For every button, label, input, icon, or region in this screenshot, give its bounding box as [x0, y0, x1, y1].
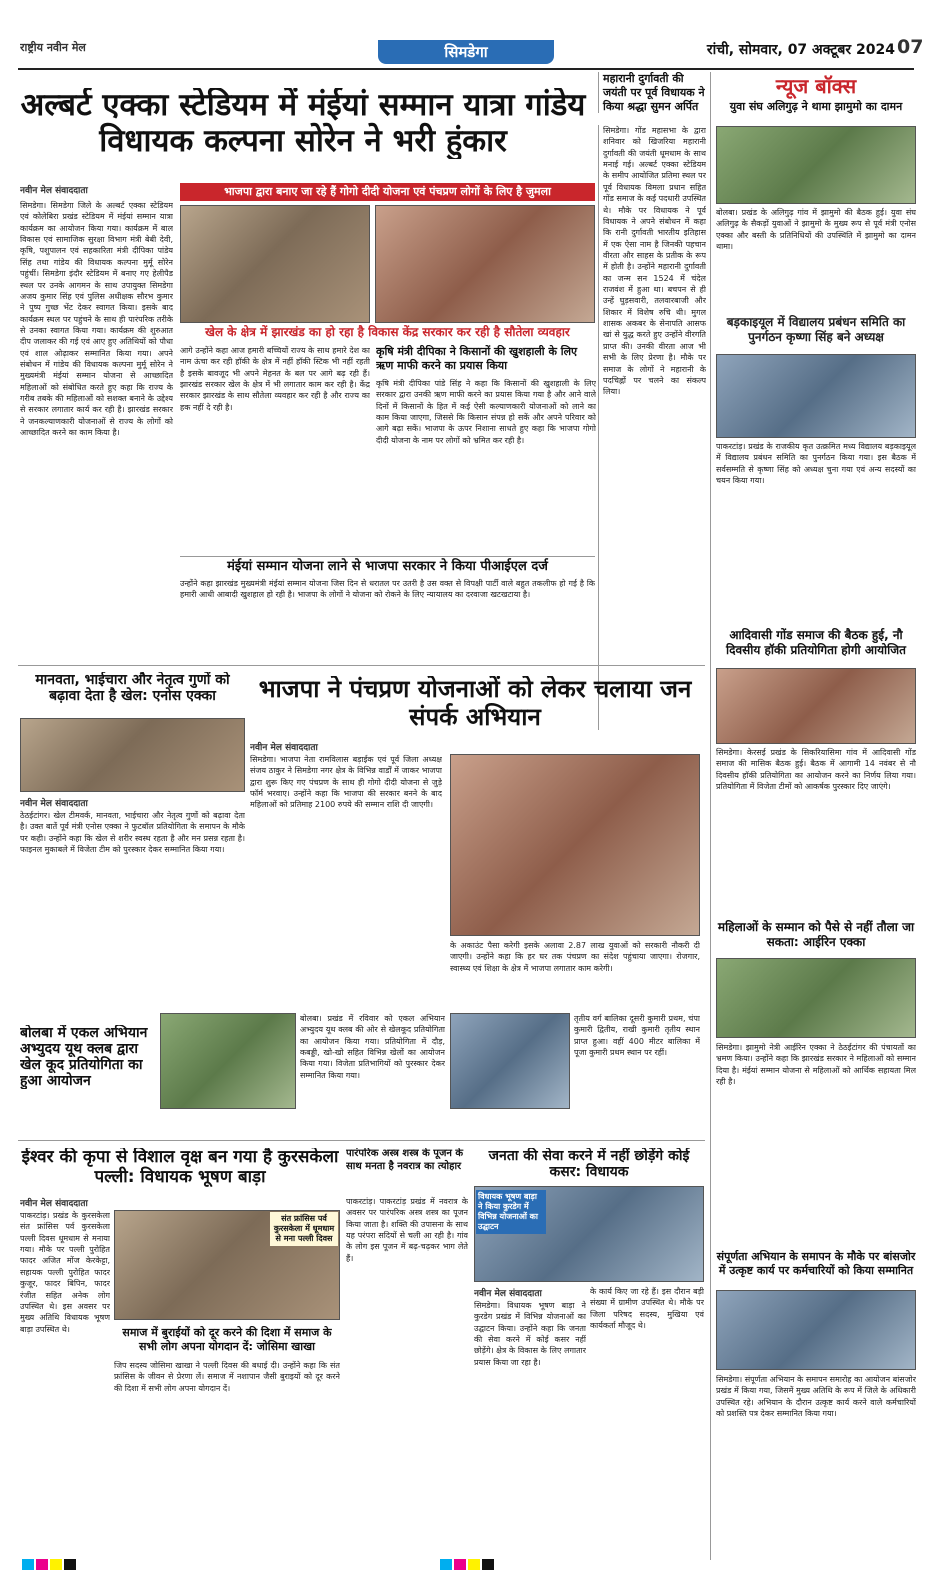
newsbox-photo-2 [716, 354, 916, 438]
mid-rule [18, 665, 705, 666]
page-number: 07 [897, 36, 924, 58]
lead-sub-body: आगे उन्होंने कहा आज हमारी बच्चियों राज्य के साथ हमारे देश का नाम ऊंचा कर रही हॉकी के क्षेत्र में नहीं हॉकी स्टिक भी नहीं रहती है इसके बावजूद भी अपने मेहनत के बल पर आगे बढ़ रही हैं। झारखंड सरकार खेल के क्षेत्र में भी लगातार काम कर रही है। केंद्र सरकार झारखंड के साथ सौतेला व्यवहार कर रही है और राज्य का हक नहीं दे रही है। [180, 346, 370, 412]
newsbox-body-1: बोलबा। प्रखंड के अलिगुढ़ गांव में झामुमो की बैठक हुई। युवा संघ अलिगुढ़ के सैकड़ों युवाओं ने झामुमो के मुख्य रूप से पूर्व मंत्री एनोस एक्का और बस्ती के प्रतिनिधियों की उपस्थिति में झामुमो का दामन थामा। [716, 208, 916, 252]
newsbox-headline-4: महिलाओं के सम्मान को पैसे से नहीं तौला जा सकता: आईरिन एक्का [717, 920, 915, 949]
ishwar-sub-body: जिप सदस्य जोसिमा खाखा ने पल्ली दिवस की बधाई दी। उन्होंने कहा कि संत फ्रांसिस के जीवन से प्रेरणा लें। समाज में नशापान जैसी बुराइयों को दूर करने की दिशा में सभी लोग अपना योगदान दें। [114, 1361, 340, 1393]
newsbox-photo-5 [716, 1290, 916, 1370]
newsbox-headline-1: युवा संघ अलिगुढ़ ने थामा झामुमो का दामन [729, 100, 903, 113]
lead-headline: अल्बर्ट एक्का स्टेडियम में मंईयां सम्मान यात्रा गांडेय विधायक कल्पना सोरेन ने भरी हुंकार [20, 88, 586, 159]
bhajpa-byline: नवीन मेल संवाददाता [250, 743, 318, 753]
bhajpa-body: सिमडेगा। भाजपा नेता रामविलास बड़ाईक एवं पूर्व जिला अध्यक्ष संजय ठाकुर ने सिमडेगा नगर क्षेत्र के विभिन्न वार्डों में जाकर भाजपा द्वारा शुरू किए गए पंचप्रण के साथ ही गोगो दीदी योजना से जुड़े फॉर्म भरवाए। उन्होंने कहा कि भाजपा की सरकार बनने के बाद महिलाओं को प्रतिमाह 2100 रुपये की सम्मान राशि दी जाएगी। [250, 755, 442, 810]
durgavati-body: सिमडेगा। गोंड महासभा के द्वारा शनिवार को खिजरिया महारानी दुर्गावती की जयंती धूमधाम के साथ मनाई गई। अल्बर्ट एक्का स्टेडियम के समीप आयोजित प्रतिमा स्थल पर पूर्व विधायक विमला प्रधान सहित गोंड समाज के कई पदधारी उपस्थित थे। मौके पर विधायक ने पूर्व विधायक ने अपने संबोधन में कहा कि रानी दुर्गावती भारतीय इतिहास में एक ऐसा नाम है जिनकी पहचान वीरता और साहस के प्रतीक के रूप में होती है। उन्होंने महारानी दुर्गावती का जन्म सन 1524 में चंदेल राजवंश में हुआ था। बचपन से ही उन्हें घुड़सवारी, तलवारबाजी और शिकार में विशेष रुचि थी। मुगल शासक अकबर के सेनापति आसफ खां से युद्ध करते हुए उन्होंने वीरगति प्राप्त की। उनकी वीरता आज भी सभी के लिए प्रेरणा है। मौके पर समाज के लोगों ने महारानी के पदचिह्नों पर चलने का संकल्प लिया। [598, 125, 706, 730]
bolba-body-2: तृतीय वर्ग बालिका दूसरी कुमारी प्रथम, चंपा कुमारी द्वितीय, राखी कुमारी तृतीय स्थान प्राप्त हुआ। वहीं 400 मीटर बालिका में पूजा कुमारी प्रथम स्थान पर रहीं। [574, 1014, 700, 1058]
manavta-byline: नवीन मेल संवाददाता [20, 799, 88, 809]
manavta-headline: मानवता, भाईचारा और नेतृत्व गुणों को बढ़ावा देता है खेल: एनोस एक्का [35, 672, 230, 705]
newsbox-body-2: पाकरटांड़। प्रखंड के राजकीय कृत उत्क्रमित मध्य विद्यालय बड़काइयूल में विद्यालय प्रबंधन समिति का पुनर्गठन किया गया। इस बैठक में सर्वसम्मति से कृष्णा सिंह को अध्यक्ष चुना गया एवं अन्य सदस्यों का चयन किया गया। [716, 442, 916, 486]
sidebar-rule [710, 72, 711, 1560]
newsbox-title: न्यूज बॉक्स [775, 74, 857, 98]
lead-byline: नवीन मेल संवाददाता [20, 186, 88, 196]
janta-body: सिमडेगा। विधायक भूषण बाड़ा ने कुरडेग प्रखंड में विभिन्न योजनाओं का उद्घाटन किया। उन्होंने कहा कि जनता की सेवा करने में कोई कसर नहीं छोड़ेंगे। क्षेत्र के विकास के लिए लगातार प्रयास किया जा रहा है। [474, 1301, 586, 1367]
newsbox-photo-3 [716, 668, 916, 744]
newsbox-body-5: सिमडेगा। संपूर्णता अभियान के समापन समारोह का आयोजन बांसजोर प्रखंड में किया गया, जिसमें मुख्य अतिथि के रूप में जिले के अधिकारी उपस्थित रहे। अभियान के दौरान उत्कृष्ट कार्य करने वाले कर्मचारियों को प्रशस्ति पत्र देकर सम्मानित किया गया। [716, 1375, 916, 1419]
newsbox-headline-2: बड़काइयूल में विद्यालय प्रबंधन समिति का पुनर्गठन कृष्णा सिंह बने अध्यक्ष [726, 315, 906, 344]
section-label: सिमडेगा [378, 40, 554, 64]
durgavati-headline: महारानी दुर्गावती की जयंती पर पूर्व विधायक ने किया श्रद्धा सुमन अर्पित [598, 72, 706, 113]
janta-byline: नवीन मेल संवाददाता [474, 1289, 542, 1299]
newsbox-body-4: सिमडेगा। झामुमो नेत्री आईरिन एक्का ने ठेठईटांगर की पंचायतों का भ्रमण किया। उन्होंने कहा कि झारखंड सरकार ने महिलाओं को सम्मान दिया है। मंईयां सम्मान योजना से महिलाओं को आर्थिक सहायता मिल रही है। [716, 1043, 916, 1087]
bolba-body: बोलबा। प्रखंड में रविवार को एकल अभियान अभ्युदय यूथ क्लब की ओर से खेलकूद प्रतियोगिता का आयोजन किया गया। प्रतियोगिता में दौड़, कबड्डी, खो-खो सहित विभिन्न खेलों का आयोजन किया गया। विजेता प्रतिभागियों को पुरस्कार देकर सम्मानित किया गया। [300, 1014, 445, 1080]
bolba-headline: बोलबा में एकल अभियान अभ्युदय यूथ क्लब द्वारा खेल कूद प्रतियोगिता का हुआ आयोजन [20, 1025, 148, 1090]
pil-headline: मंईयां सम्मान योजना लाने से भाजपा सरकार ने किया पीआईएल दर्ज [180, 556, 595, 575]
newsbox-body-3: सिमडेगा। केरसई प्रखंड के सिकरियासिमा गांव में आदिवासी गोंड समाज की मासिक बैठक हुई। बैठक में आगामी 14 नवंबर से नौ दिवसीय हॉकी प्रतियोगिता का आयोजन करने का निर्णय लिया गया। प्रतियोगिता में विजेता टीमों को आकर्षक पुरस्कार दिए जाएंगे। [716, 748, 916, 792]
header-rule [18, 68, 914, 70]
ishwar-subheadline: समाज में बुराईयों को दूर करने की दिशा में समाज के सभी लोग अपना योगदान दें: जोसिमा खाखा [122, 1326, 332, 1353]
lead-redband: भाजपा द्वारा बनाए जा रहे हैं गोगो दीदी योजना एवं पंचप्रण लोगों के लिए है जुमला [180, 183, 595, 201]
lead-photo-2 [375, 205, 595, 323]
edition-date: रांची, सोमवार, 07 अक्टूबर 2024 [706, 42, 895, 58]
masthead-logo: राष्ट्रीय नवीन मेल [20, 41, 86, 54]
ishwar-byline: नवीन मेल संवाददाता [20, 1199, 88, 1209]
bhajpa-body-2: के अकाउंट पैसा करेगी इसके अलावा 2.87 लाख युवाओं को सरकारी नौकरी दी जाएगी। उन्होंने कहा कि हर घर तक पंचप्रण का संदेश पहुंचाया जाएगा। रोजगार, स्वास्थ्य एवं शिक्षा के क्षेत्र में भाजपा लगातार काम करेगी। [450, 941, 700, 973]
newsbox-headline-5: संपूर्णता अभियान के समापन के मौके पर बांसजोर में उत्कृष्ट कार्य पर कर्मचारियों को किया सम्मानित [716, 1250, 916, 1277]
parampara-body: पाकरटांड़। पाकरटांड़ प्रखंड में नवरात्र के अवसर पर पारंपरिक अस्त्र शस्त्र का पूजन किया जाता है। शक्ति की उपासना के साथ यह परंपरा सदियों से चली आ रही है। गांव के लोग इस पूजन में बढ़-चढ़कर भाग लेते हैं। [346, 1197, 468, 1263]
lead-body: सिमडेगा। सिमडेगा जिले के अल्बर्ट एक्का स्टेडियम एवं कोलेबिरा प्रखंड स्टेडियम में मंईयां सम्मान यात्रा कार्यक्रम का आयोजन किया गया। कार्यक्रम में बाल विकास एवं सामाजिक सुरक्षा विभाग मंत्री बेबी देवी, कृषि, पशुपालन एवं सहकारिता मंत्री दीपिका पांडेय सिंह तथा गांडेय की विधायक कल्पना मुर्मू सोरेन पहुंचीं। सिमडेगा इंदौर स्टेडियम में बनाए गए हेलीपैड स्थल पर उनके आगमन के साथ उपायुक्त सिमडेगा अजय कुमार सिंह एवं पुलिस अधीक्षक सौरभ कुमार ने पुष्प गुच्छ भेंट देकर स्वागत किया। इसके बाद कार्यक्रम स्थल पर पहुंचने के साथ ही पारंपरिक तरीके से उनका स्वागत किया गया। कार्यक्रम की शुरुआत दीप जलाकर की गई एवं आए हुए अतिथियों को पौधा एवं शाल ओढ़ाकर सम्मानित किया गया। अपने संबोधन में गांडेय की विधायक कल्पना मुर्मू सोरेन ने मुख्यमंत्री मंईयां सम्मान योजना से आच्छादित महिलाओं को संबोधित करते हुए कहा कि राज्य के गरीब तबके की महिलाओं को सशक्त बनाने के उद्देश्य से सरकार लगातार कार्य कर रही है। झारखंड सरकार ने जनकल्याणकारी योजनाओं से राज्य के लोगों को आच्छादित करने का काम किया है। [20, 201, 173, 438]
newsbox-photo-1 [716, 126, 916, 204]
bolba-photo-1 [160, 1013, 296, 1109]
pil-body: उन्होंने कहा झारखंड मुख्यमंत्री मंईयां सम्मान योजना जिस दिन से धरातल पर उतरी है उस वक्त से विपक्षी पार्टी वाले बहुत तकलीफ हो गई है कि हमारी आधी आबादी खुशहाल हो रही है। भाजपा के लोगों ने योजना को रोकने के लिए न्यायालय का दरवाजा खटखटाया है। [180, 579, 595, 600]
manavta-photo [20, 718, 245, 792]
janta-headline: जनता की सेवा करने में नहीं छोड़ेंगे कोई कसर: विधायक [488, 1148, 690, 1181]
krishi-body: कृषि मंत्री दीपिका पांडे सिंह ने कहा कि किसानों की खुशहाली के लिए सरकार द्वारा उनकी ऋण माफी करने का प्रयास किया गया है और आने वाले दिनों में किसानों के हित में कई ऐसी कल्याणकारी योजनाओं को लाने का काम किया जाएगा, जिससे कि किसान संपन्न हो सकें और अपने परिवार को आगे बढ़ा सकें। भाजपा के ऊपर निशाना साधते हुए कहा कि भाजपा गोगो दीदी योजना के नाम पर लोगों को भ्रमित कर रही है। [376, 379, 596, 445]
color-registration-strip-center [440, 1556, 520, 1570]
janta-photo-caption: विधायक भूषण बाड़ा ने किया कुरडेग में विभिन्न योजनाओं का उद्घाटन [476, 1190, 546, 1234]
janta-body-2: के कार्य किए जा रहे हैं। इस दौरान बड़ी संख्या में ग्रामीण उपस्थित थे। मौके पर जिला परिषद सदस्य, मुखिया एवं कार्यकर्ता मौजूद थे। [590, 1287, 704, 1331]
parampara-headline: पारंपरिक अस्त्र शस्त्र के पूजन के साथ मनता है नवरात्र का त्योहार [346, 1148, 464, 1172]
newsbox-photo-4 [716, 958, 916, 1038]
lead-photo-1 [180, 205, 370, 323]
ishwar-body: पाकरटांड़। प्रखंड के कुरसकेला संत फ्रांसिस पर्व कुरसकेला पल्ली दिवस धूमधाम से मनाया गया। मौके पर पल्ली पुरोहित फादर अजित मोंज केरकेट्टा, सहायक पल्ली पुरोहित फादर कुजूर, फादर बिपिन, फादर रंजीत सहित अनेक लोग उपस्थित थे। इस अवसर पर मुख्य अतिथि विधायक भूषण बाड़ा उपस्थित थे। [20, 1211, 110, 1334]
color-registration-strip [22, 1556, 102, 1570]
newsbox-headline-3: आदिवासी गोंड समाज की बैठक हुई, नौ दिवसीय हॉकी प्रतियोगिता होगी आयोजित [725, 628, 907, 657]
krishi-headline: कृषि मंत्री दीपिका ने किसानों की खुशहाली के लिए ऋण माफी करने का प्रयास किया [376, 345, 578, 372]
bhajpa-photo [450, 754, 700, 936]
bhajpa-headline: भाजपा ने पंचप्रण योजनाओं को लेकर चलाया जन संपर्क अभियान [258, 676, 692, 731]
ishwar-caption: संत फ्रांसिस पर्व कुरसकेला में धूमधाम से मना पल्ली दिवस [270, 1212, 338, 1246]
manavta-body: ठेठईटांगर। खेल टीमवर्क, मानवता, भाईचारा और नेतृत्व गुणों को बढ़ावा देता है। उक्त बातें पूर्व मंत्री एनोस एक्का ने फुटबॉल प्रतियोगिता के समापन के मौके पर कही। उन्होंने कहा कि खेल से शरीर स्वस्थ रहता है और मन प्रसन्न रहता है। फाइनल मुकाबले में विजेता टीम को पुरस्कार देकर सम्मानित किया गया। [20, 811, 245, 855]
bolba-photo-2 [450, 1013, 570, 1109]
lower-rule [18, 1140, 705, 1141]
lead-subheadline: खेल के क्षेत्र में झारखंड का हो रहा है विकास केंद्र सरकार कर रही है सौतेला व्यवहार [205, 325, 570, 339]
ishwar-headline: ईश्वर की कृपा से विशाल वृक्ष बन गया है कुरसकेला पल्ली: विधायक भूषण बाड़ा [21, 1148, 339, 1187]
